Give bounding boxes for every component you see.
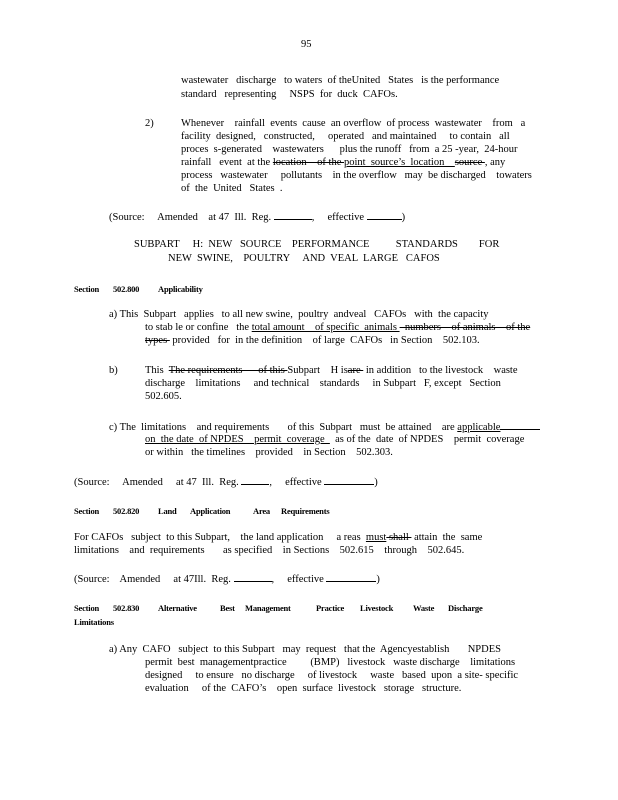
item-text-line: facility designed, constructed, operated and maintained to contain all (181, 131, 510, 142)
item-text-line (181, 156, 505, 169)
text-run: , effective (271, 574, 327, 585)
paragraph-line: 502.605. (145, 391, 182, 402)
text-run: ) (401, 212, 406, 223)
source-note (74, 572, 380, 586)
item-text-line: process wastewater pollutants in the overflow may be discharged towaters (181, 170, 532, 181)
section-title-word: Land (158, 506, 177, 516)
page-number: 95 (301, 39, 312, 50)
section-number: Section (74, 506, 100, 516)
section-id: 502.820 (113, 506, 140, 516)
paragraph-line: a) Any CAFO subject to this Subpart may request that the Agencyestablish NPDES (109, 644, 501, 655)
text-run: as of the date of NPDES permit coverage (329, 434, 525, 445)
paragraph-line: limitations and requirements as specified in Sections 502.615 through 502.645. (74, 545, 465, 556)
paragraph-line (145, 364, 518, 377)
paragraph-line (145, 334, 480, 347)
inserted-text: must (365, 532, 387, 543)
section-id: 502.830 (113, 603, 140, 613)
section-id: 502.800 (113, 284, 140, 294)
section-title-word: Limitations (74, 617, 114, 627)
text-run: (Source: Amended at 47 Ill. Reg. (74, 477, 242, 488)
paragraph-line (109, 420, 540, 434)
text-run: rainfall event at the (181, 157, 273, 168)
text-run: (Source: Amended at 47 Ill. Reg. (109, 212, 274, 223)
continued-text-line: standard representing NSPS for duck CAFOs. (181, 89, 398, 100)
paragraph-line: discharge limitations and technical standards in Subpart F, except Section (145, 378, 501, 389)
text-run: Subpart H is (287, 365, 348, 376)
section-title-word: Requirements (281, 506, 330, 516)
source-note (109, 210, 405, 224)
text-run: attain the same (411, 532, 483, 543)
blank-line (274, 210, 312, 220)
text-run: ) (374, 477, 378, 488)
text-run: ) (376, 574, 380, 585)
item-text-line: Whenever rainfall events cause an overflow of process wastewater from a (181, 118, 526, 129)
section-title-word: Livestock (360, 603, 394, 613)
text-run: For CAFOs subject to this Subpart, the land application a reas (74, 532, 366, 543)
inserted-text: point source’s location (344, 157, 455, 168)
text-run: provided for in the definition of large CAFOs in Section 502.103. (169, 335, 480, 346)
struck-text: numbers of animals of the (399, 322, 531, 333)
section-title-word: Waste (413, 603, 435, 613)
blank-line (326, 572, 376, 582)
paragraph-line: or within the timelines provided in Section 502.303. (145, 447, 393, 458)
paragraph-line (74, 531, 482, 544)
text-run: c) The limitations and requirements of this Subpart must be attained are (109, 422, 458, 433)
section-title: Applicability (158, 284, 203, 294)
struck-text: shall (386, 532, 412, 543)
subpart-heading: SUBPART H: NEW SOURCE PERFORMANCE STANDARDS FOR (134, 239, 500, 250)
paragraph-line: permit best managementpractice (BMP) livestock waste discharge limitations (145, 657, 516, 668)
text-run: , any (484, 157, 506, 168)
blank-line (234, 572, 272, 582)
item-text-line: proces s-generated wastewaters plus the runoff from a 25 -year, 24-hour (181, 144, 518, 155)
inserted-text: on the date of NPDES permit coverage (145, 434, 330, 445)
paragraph-line: evaluation of the CAFO’s open surface livestock storage structure. (145, 683, 462, 694)
text-run: , effective (311, 212, 367, 223)
source-note (74, 475, 378, 489)
inserted-text: applicable (457, 422, 501, 433)
struck-text: source (454, 157, 485, 168)
text-run: This (145, 365, 169, 376)
section-title-word: Best (220, 603, 235, 613)
section-title-word: Discharge (448, 603, 483, 613)
continued-text-line: wastewater discharge to waters of theUnited States is the performance (181, 75, 500, 86)
text-run: in addition to the livestock waste (363, 365, 518, 376)
item-number: 2) (145, 118, 154, 129)
struck-text: types (145, 335, 170, 346)
section-title-word: Practice (316, 603, 345, 613)
item-text-line: of the United States . (181, 183, 283, 194)
section-title-word: Area (253, 506, 270, 516)
inserted-text: total amount of specific animals (251, 322, 400, 333)
text-run: to stab le or confine the (145, 322, 252, 333)
blank-line (367, 210, 402, 220)
blank-line (241, 475, 269, 485)
blank-line (500, 420, 540, 430)
paragraph-line (145, 321, 530, 334)
section-title-word: Management (245, 603, 291, 613)
struck-text: are (347, 365, 364, 376)
section-title-word: Application (190, 506, 231, 516)
paragraph-line (145, 433, 524, 446)
section-number: Section (74, 284, 100, 294)
section-title-word: Alternative (158, 603, 197, 613)
subpart-heading: NEW SWINE, POULTRY AND VEAL LARGE CAFOS (168, 253, 440, 264)
text-run: , effective (269, 477, 325, 488)
item-number: b) (109, 365, 118, 376)
struck-text: location of the (272, 157, 344, 168)
text-run: (Source: Amended at 47Ill. Reg. (74, 574, 234, 585)
section-number: Section (74, 603, 100, 613)
struck-text: The requirements of this (168, 365, 288, 376)
paragraph-line: a) This Subpart applies to all new swine, poultry andveal CAFOs with the capacity (109, 309, 489, 320)
blank-line (324, 475, 374, 485)
paragraph-line: designed to ensure no discharge of livestock waste based upon a site- specific (145, 670, 519, 681)
